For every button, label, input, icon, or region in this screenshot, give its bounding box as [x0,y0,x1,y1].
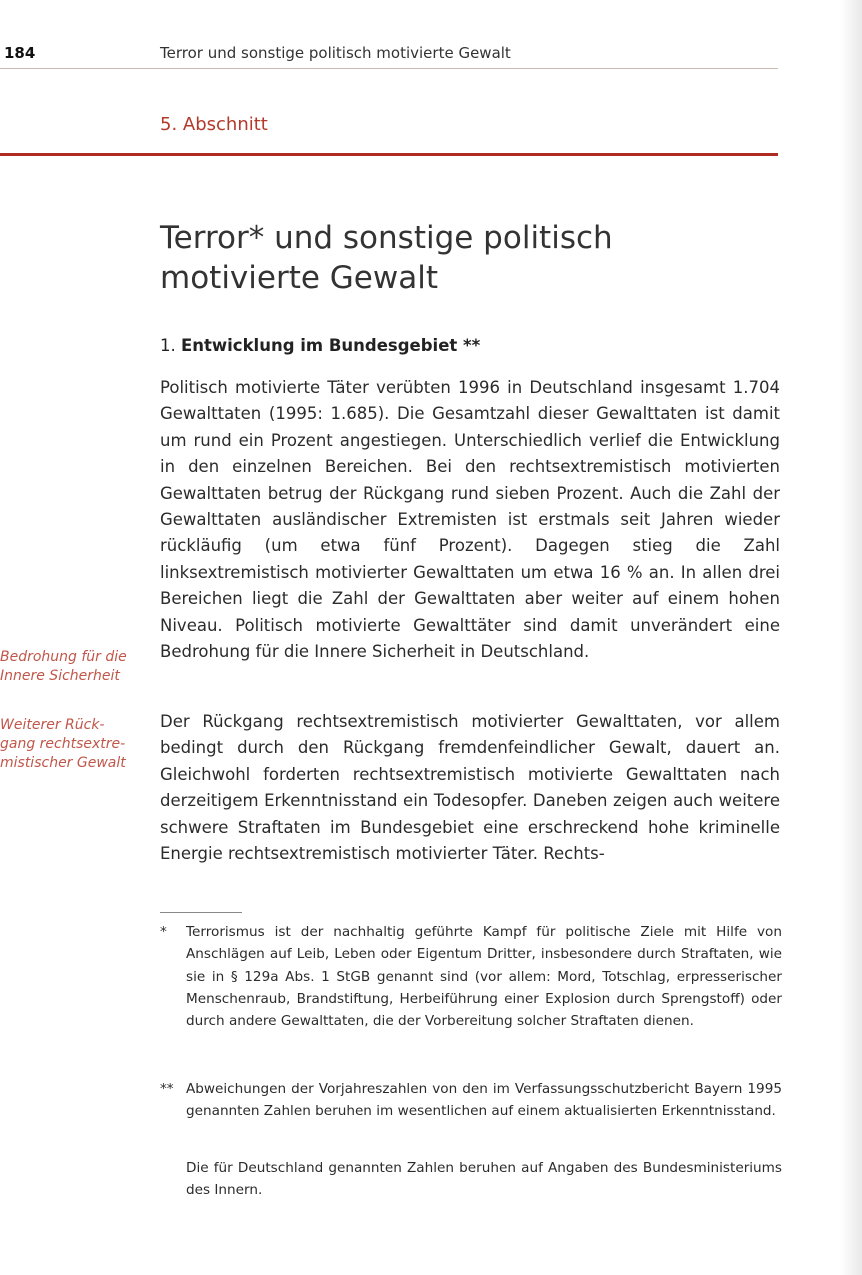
footnote-text: Abweichungen der Vorjahreszahlen von den im Verfassungsschutzbericht Bayern 1995 genannten Zahlen beruhen im wesentlichen auf einem aktualisierten Erkenntnisstand. [186,1081,782,1120]
page-number: 184 [4,44,36,62]
margin-note: Weiterer Rück- gang rechtsextre- mistischer Gewalt [0,717,126,771]
subsection-heading [160,336,480,355]
footnote-text: Die für Deutschland genannten Zahlen beruhen auf Angaben des Bundesministeriums des Innern. [186,1160,782,1199]
chapter-title: Terror* und sonstige politisch motivierte Gewalt [160,220,613,296]
footnote-rule [160,912,242,913]
margin-note: Bedrohung für die Innere Sicherheit [0,649,127,684]
body-paragraph: Der Rückgang rechtsextremistisch motivierter Gewalttaten, vor allem bedingt durch den Rückgang fremdenfeindlicher Gewalt, dauert an. Gleichwohl forderten rechtsextremistisch motivierte Gewalttaten nach derzeitigem Erkenntnisstand ein Todesopfer. Daneben zeigen auch weitere schwere Straftaten im Bundesgebiet eine erschreckend hohe kriminelle Energie rechtsextremistisch motivierter Täter. Rechts- [160,712,780,864]
footnote-mark: ** [160,1081,174,1097]
footnote [160,921,782,1032]
subsection-number: 1. [160,336,176,355]
subsection-title: Entwicklung im Bundesgebiet ** [181,336,481,355]
footnote [160,1078,782,1123]
section-label: 5. Abschnitt [160,114,268,135]
section-divider [0,153,778,156]
footnote-mark: * [160,924,167,940]
footnote-text: Terrorismus ist der nachhaltig geführte Kampf für politische Ziele mit Hilfe von Anschlägen auf Leib, Leben oder Eigentum Dritter, insbesondere durch Straftaten, wie sie in § 129a Abs. 1 StGB genannt sind (vor allem: Mord, Totschlag, erpresserischer Menschenraub, Brandstiftung, Herbeiführung einer Explosion durch Sprengstoff) oder durch andere Gewalttaten, die der Vorbereitung solcher Straftaten dienen. [186,924,782,1030]
page-edge-shadow [840,0,862,1275]
header-rule [0,68,778,69]
body-paragraph: Politisch motivierte Täter verübten 1996 in Deutschland insgesamt 1.704 Gewalttaten (1995: 1.685). Die Gesamtzahl dieser Gewalttaten ist damit um rund ein Prozent angestiegen. Unterschiedlich verlief die Entwicklung in den einzelnen Bereichen. Bei den rechtsextremistisch motivierten Gewalttaten betrug der Rückgang rund sieben Prozent. Auch die Zahl der Gewalttaten ausländischer Extremisten ist erstmals seit Jahren wieder rückläufig (um etwa fünf Prozent). Dagegen stieg die Zahl linksextremistisch motivierter Gewalttaten um etwa 16 % an. In allen drei Bereichen liegt die Zahl der Gewalttaten aber weiter auf einem hohen Niveau. Politisch motivierte Gewalttäter sind damit unverändert eine Bedrohung für die Innere Sicherheit in Deutschland. [160,378,780,662]
footnote [160,1157,782,1202]
running-title: Terror und sonstige politisch motivierte Gewalt [160,44,511,62]
